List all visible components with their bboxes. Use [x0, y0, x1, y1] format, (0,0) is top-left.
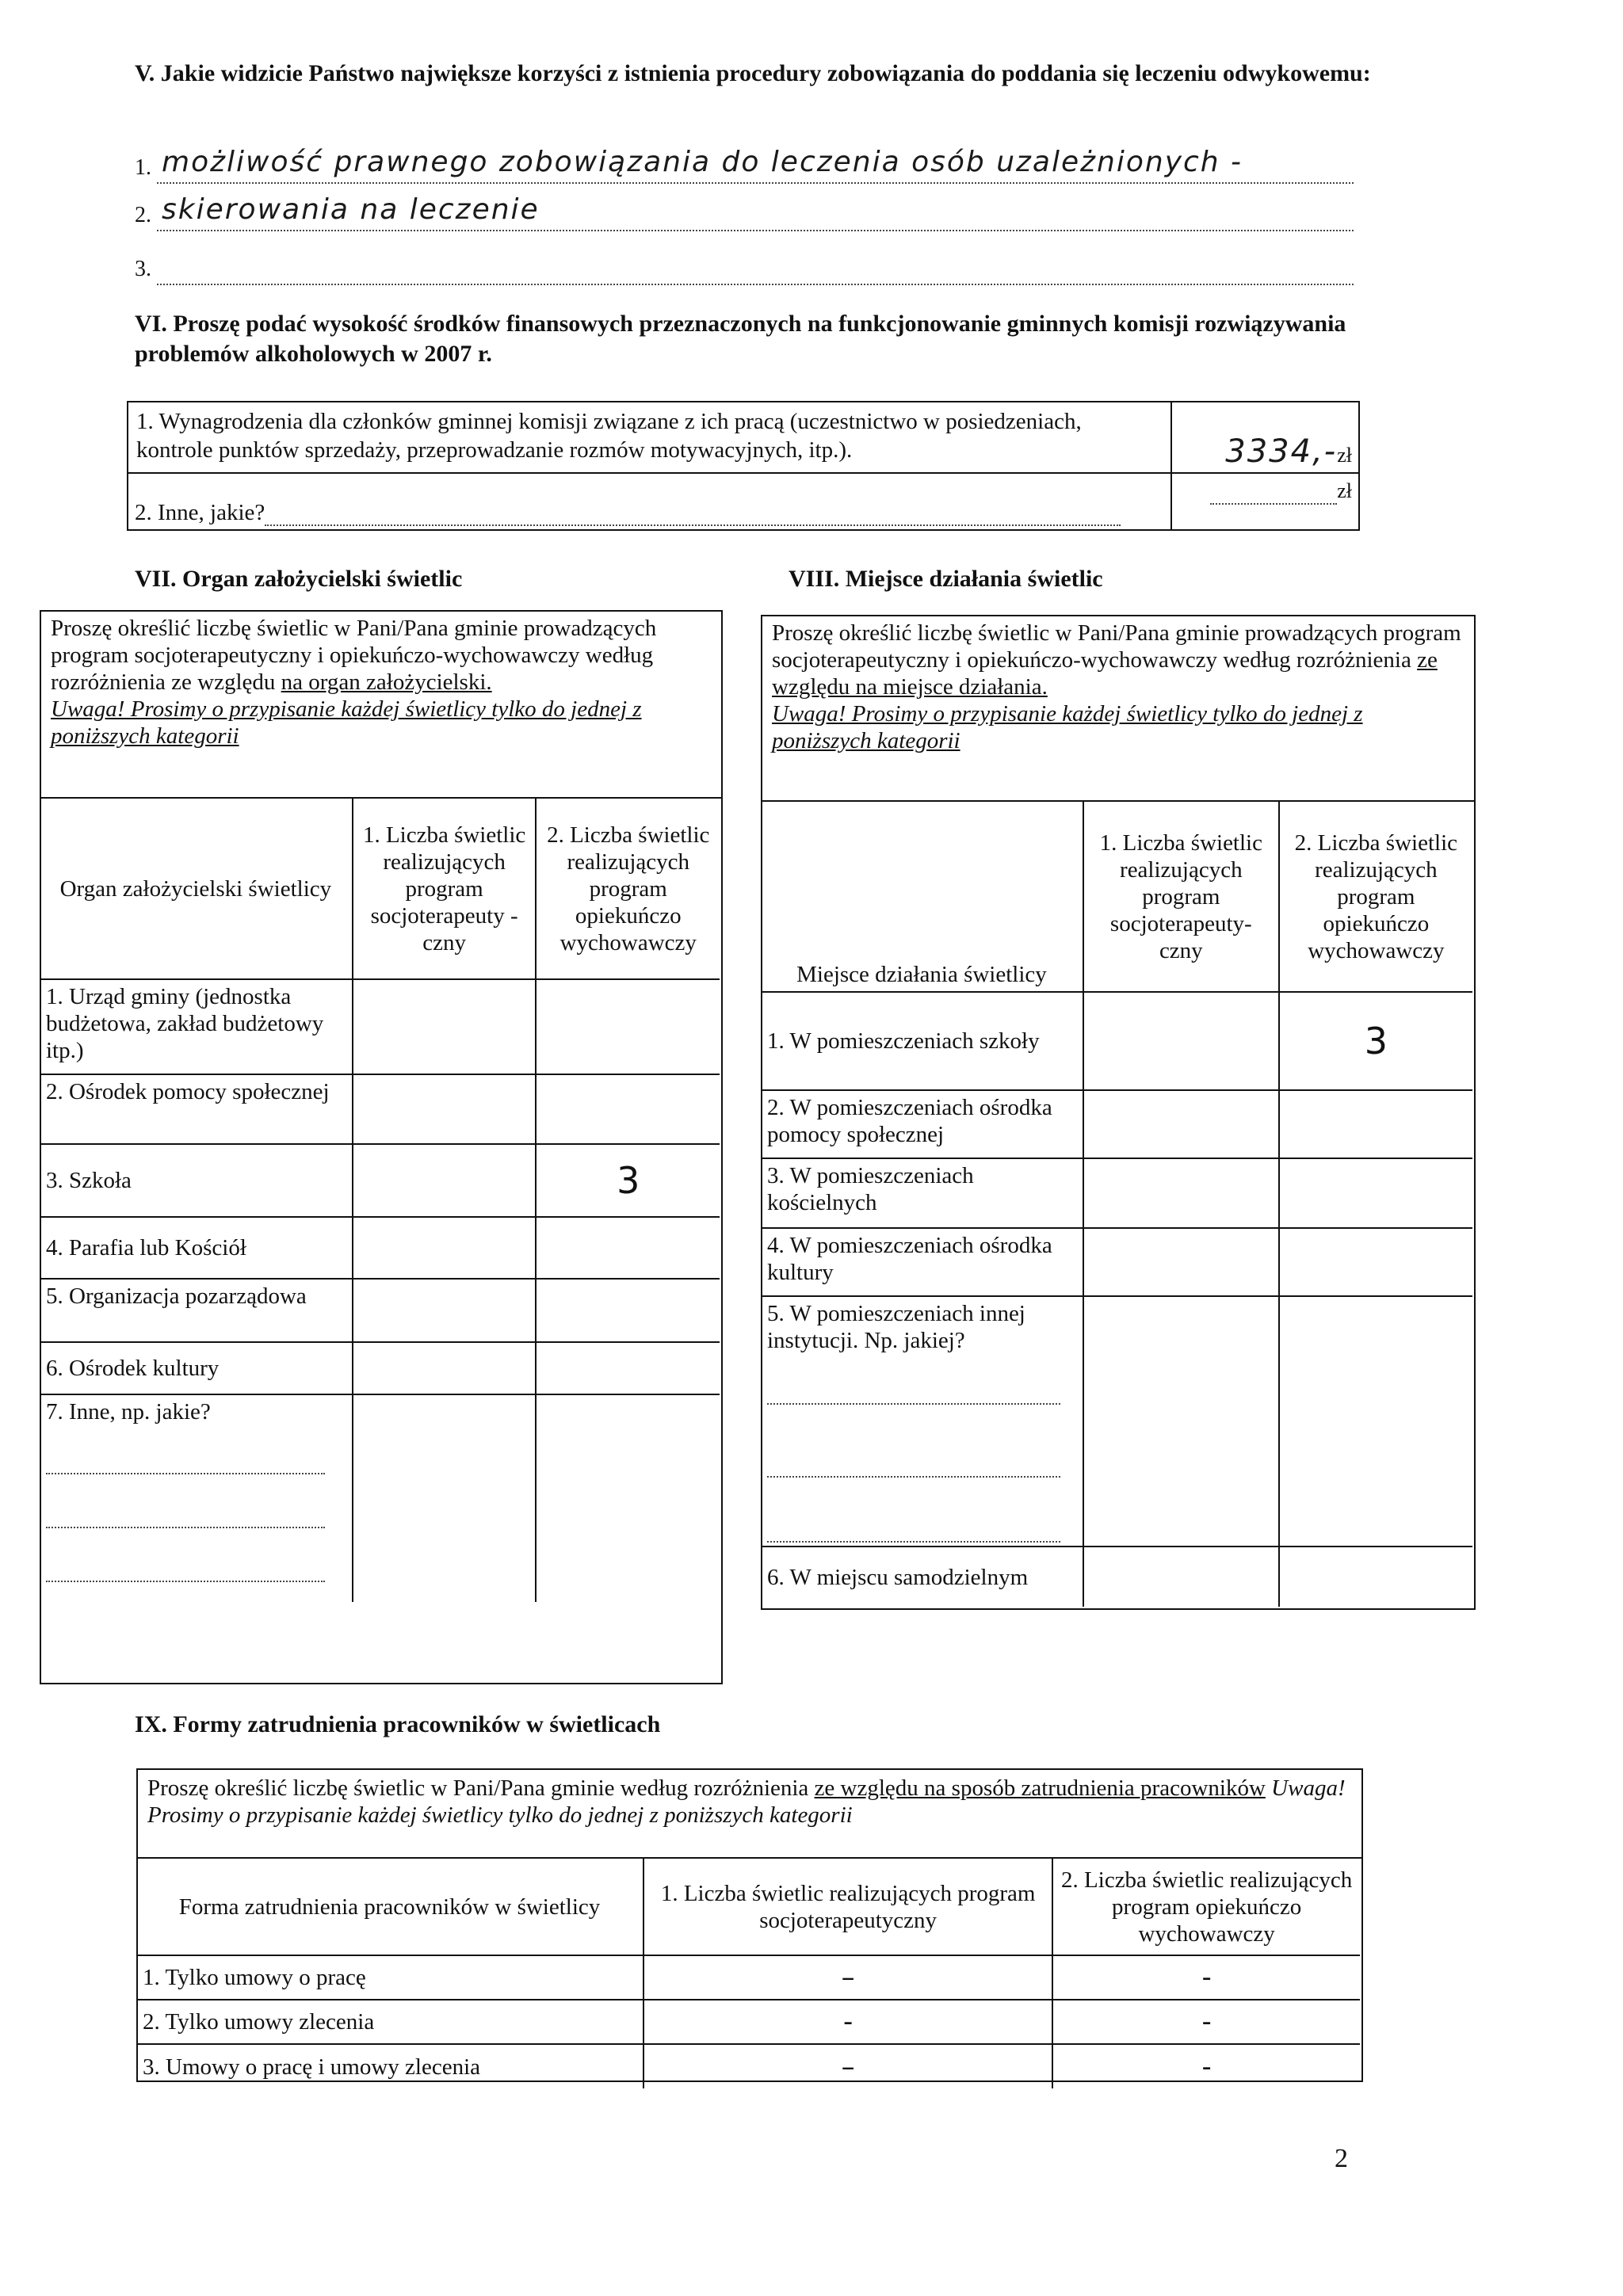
section-vii-intro: Proszę określić liczbę świetlic w Pani/Pana gminie prowadzących program socjoterapeutyczny i opiekuńczo-wychowawczy według rozróżnienia ze względu — [51, 616, 657, 695]
founding-row-6 — [40, 1342, 720, 1394]
answer-row-2 — [135, 193, 1355, 233]
employment-row-2-socio[interactable]: - — [643, 2000, 1052, 2044]
founding-row-7-dotline-2[interactable] — [46, 1506, 325, 1528]
founding-row-5-care[interactable] — [536, 1279, 720, 1342]
funding-row-2-value-cell[interactable] — [1171, 473, 1359, 530]
location-row-4-label: 4. W pomieszczeniach ośrodka kultury — [761, 1228, 1083, 1296]
founding-col-header-care: 2. Liczba świetlic realizujących program opiekuńczo wychowawczy — [536, 799, 720, 979]
employment-row-3-socio[interactable]: – — [643, 2044, 1052, 2088]
location-row-3-care[interactable] — [1279, 1158, 1472, 1228]
founding-row-5-socio[interactable] — [353, 1279, 537, 1342]
answer-number-1: 1. — [135, 155, 151, 180]
section-ix-intro-underlined: ze względu na sposób zatrudnienia pracowników — [814, 1775, 1266, 1801]
section-vi-title: VI. Proszę podać wysokość środków finansowych przeznaczonych na funkcjonowanie gminnych komisji rozwiązywania problemów alkoholowych w 2007 r. — [135, 311, 1346, 367]
section-vii-note: Uwaga! Prosimy o przypisanie każdej świetlicy tylko do jednej z poniższych kategorii — [51, 696, 642, 749]
founding-row-1 — [40, 979, 720, 1074]
funding-row-2-label: 2. Inne, jakie? — [135, 500, 265, 525]
employment-table — [136, 1859, 1360, 2088]
location-row-6-care[interactable] — [1279, 1547, 1472, 1607]
section-ix-frame — [136, 1768, 1363, 2082]
founding-row-7-label: 7. Inne, np. jakie? — [46, 1399, 211, 1425]
answer-text-1[interactable]: możliwość prawnego zobowiązania do leczenia osób uzależnionych - — [162, 146, 1243, 178]
founding-row-3 — [40, 1144, 720, 1217]
answer-row-3 — [135, 252, 1355, 287]
founding-row-6-socio[interactable] — [353, 1342, 537, 1394]
location-row-3 — [761, 1158, 1472, 1228]
location-row-2-label: 2. W pomieszczeniach ośrodka pomocy społecznej — [761, 1090, 1083, 1158]
founding-row-5 — [40, 1279, 720, 1342]
location-row-4-socio[interactable] — [1083, 1228, 1279, 1296]
location-row-3-label: 3. W pomieszczeniach kościelnych — [761, 1158, 1083, 1228]
employment-row-1-label: 1. Tylko umowy o pracę — [136, 1955, 643, 2000]
section-ix-note: Uwaga! Prosimy o przypisanie każdej świetlicy tylko do jednej z poniższych kategorii — [147, 1775, 1346, 1828]
location-row-5-care[interactable] — [1279, 1296, 1472, 1547]
employment-col-header-care: 2. Liczba świetlic realizujących program opiekuńczo wychowawczy — [1052, 1859, 1360, 1955]
founding-row-6-care[interactable] — [536, 1342, 720, 1394]
employment-col-header-socio: 1. Liczba świetlic realizujących program socjoterapeutyczny — [643, 1859, 1052, 1955]
funding-row-1-unit: zł — [1337, 444, 1352, 467]
section-viii-intro-underlined: ze względu na miejsce działania. — [772, 647, 1438, 700]
employment-row-2 — [136, 2000, 1360, 2044]
section-v-title: V. Jakie widzicie Państwo największe korzyści z istnienia procedury zobowiązania do poddania się leczeniu odwykowemu: — [135, 60, 1371, 86]
employment-row-3-label: 3. Umowy o pracę i umowy zlecenia — [136, 2044, 643, 2088]
founding-row-7-socio[interactable] — [353, 1394, 537, 1602]
location-row-2-socio[interactable] — [1083, 1090, 1279, 1158]
founding-row-7-care[interactable] — [536, 1394, 720, 1602]
location-row-2 — [761, 1090, 1472, 1158]
section-viii-frame — [761, 615, 1476, 1610]
funding-row-1-value-cell[interactable] — [1171, 402, 1359, 473]
location-row-4 — [761, 1228, 1472, 1296]
location-row-3-socio[interactable] — [1083, 1158, 1279, 1228]
location-row-5-dotline-2[interactable] — [767, 1455, 1060, 1478]
founding-row-4-label: 4. Parafia lub Kościół — [40, 1217, 353, 1279]
location-row-6 — [761, 1547, 1472, 1607]
founding-col-header-socio: 1. Liczba świetlic realizujących program socjoterapeuty -czny — [353, 799, 537, 979]
founding-row-7-dotline-1[interactable] — [46, 1452, 325, 1474]
location-row-5 — [761, 1296, 1472, 1547]
funding-row-2-dotline[interactable] — [265, 504, 1121, 526]
employment-row-3 — [136, 2044, 1360, 2088]
founding-row-7-dotline-3[interactable] — [46, 1560, 325, 1582]
location-row-5-label: 5. W pomieszczeniach innej instytucji. Np. jakiej? — [767, 1301, 1025, 1353]
section-ix-intro: Proszę określić liczbę świetlic w Pani/Pana gminie według rozróżnienia — [147, 1775, 809, 1801]
location-row-1-socio[interactable] — [1083, 992, 1279, 1090]
founding-row-2-socio[interactable] — [353, 1074, 537, 1144]
founding-row-1-care[interactable] — [536, 979, 720, 1074]
section-viii-title: VIII. Miejsce działania świetlic — [789, 566, 1103, 592]
employment-row-2-care[interactable]: - — [1052, 2000, 1360, 2044]
location-row-4-care[interactable] — [1279, 1228, 1472, 1296]
location-table — [761, 802, 1472, 1607]
founding-row-2-care[interactable] — [536, 1074, 720, 1144]
employment-row-3-care[interactable]: - — [1052, 2044, 1360, 2088]
section-ix-intro-block — [138, 1770, 1361, 1859]
location-row-6-socio[interactable] — [1083, 1547, 1279, 1607]
founding-row-4 — [40, 1217, 720, 1279]
section-viii-intro-block — [762, 616, 1474, 802]
founding-row-3-care[interactable]: 3 — [536, 1144, 720, 1217]
location-row-2-care[interactable] — [1279, 1090, 1472, 1158]
section-vii-intro-block — [41, 612, 721, 799]
founding-row-7 — [40, 1394, 720, 1602]
section-ix-title: IX. Formy zatrudnienia pracowników w świetlicach — [135, 1711, 661, 1737]
location-row-5-label-cell — [761, 1296, 1083, 1547]
answer-row-1 — [135, 146, 1355, 185]
funding-row-1-value: 3334,- — [1225, 433, 1338, 470]
founding-organ-table — [40, 799, 720, 1602]
location-row-5-socio[interactable] — [1083, 1296, 1279, 1547]
founding-row-2-label: 2. Ośrodek pomocy społecznej — [40, 1074, 353, 1144]
employment-col-header-form: Forma zatrudnienia pracowników w świetlicy — [136, 1859, 643, 1955]
answer-text-2[interactable]: skierowania na leczenie — [162, 193, 540, 226]
section-viii-intro: Proszę określić liczbę świetlic w Pani/Pana gminie prowadzących program socjoterapeutyczny i opiekuńczo-wychowawczy według rozróżnienia — [772, 620, 1461, 673]
founding-row-3-socio[interactable] — [353, 1144, 537, 1217]
funding-row-2-unit: zł — [1337, 479, 1352, 502]
location-col-header-socio: 1. Liczba świetlic realizujących program socjoterapeuty-czny — [1083, 802, 1279, 992]
funding-row-1-label: 1. Wynagrodzenia dla członków gminnej komisji związane z ich pracą (uczestnictwo w posiedzeniach, kontrole punktów sprzedaży, przeprowadzanie rozmów motywacyjnych, itp.). — [128, 402, 1171, 473]
founding-row-3-label: 3. Szkoła — [40, 1144, 353, 1217]
location-row-5-dotline-1[interactable] — [767, 1383, 1060, 1405]
location-col-header-care: 2. Liczba świetlic realizujących program opiekuńczo wychowawczy — [1279, 802, 1472, 992]
funding-table — [127, 401, 1360, 531]
founding-row-1-socio[interactable] — [353, 979, 537, 1074]
founding-row-2 — [40, 1074, 720, 1144]
founding-row-7-label-cell — [40, 1394, 353, 1602]
founding-row-4-socio[interactable] — [353, 1217, 537, 1279]
section-vii-intro-underlined: na organ założycielski. — [281, 669, 492, 695]
page-number: 2 — [1335, 2144, 1348, 2173]
location-row-6-label: 6. W miejscu samodzielnym — [761, 1547, 1083, 1607]
employment-row-2-label: 2. Tylko umowy zlecenia — [136, 2000, 643, 2044]
location-row-1 — [761, 992, 1472, 1090]
section-vii-title: VII. Organ założycielski świetlic — [135, 566, 463, 592]
section-viii-note: Uwaga! Prosimy o przypisanie każdej świetlicy tylko do jednej z poniższych kategorii — [772, 701, 1363, 753]
founding-row-5-label: 5. Organizacja pozarządowa — [40, 1279, 353, 1342]
founding-row-4-care[interactable] — [536, 1217, 720, 1279]
founding-row-1-label: 1. Urząd gminy (jednostka budżetowa, zakład budżetowy itp.) — [40, 979, 353, 1074]
funding-row-2-value — [1210, 482, 1337, 505]
founding-col-header-organ: Organ założycielski świetlicy — [40, 799, 353, 979]
location-col-header-place: Miejsce działania świetlicy — [761, 802, 1083, 992]
location-row-5-dotline-3[interactable] — [767, 1520, 1060, 1543]
founding-row-6-label: 6. Ośrodek kultury — [40, 1342, 353, 1394]
employment-row-1 — [136, 1955, 1360, 2000]
employment-row-1-care[interactable]: - — [1052, 1955, 1360, 2000]
location-row-1-care[interactable]: 3 — [1279, 992, 1472, 1090]
employment-row-1-socio[interactable]: – — [643, 1955, 1052, 2000]
answer-number-3: 3. — [135, 257, 151, 281]
answer-number-2: 2. — [135, 203, 151, 227]
funding-row-2-label-cell — [128, 473, 1171, 530]
location-row-1-label: 1. W pomieszczeniach szkoły — [761, 992, 1083, 1090]
section-vii-frame — [40, 610, 723, 1684]
